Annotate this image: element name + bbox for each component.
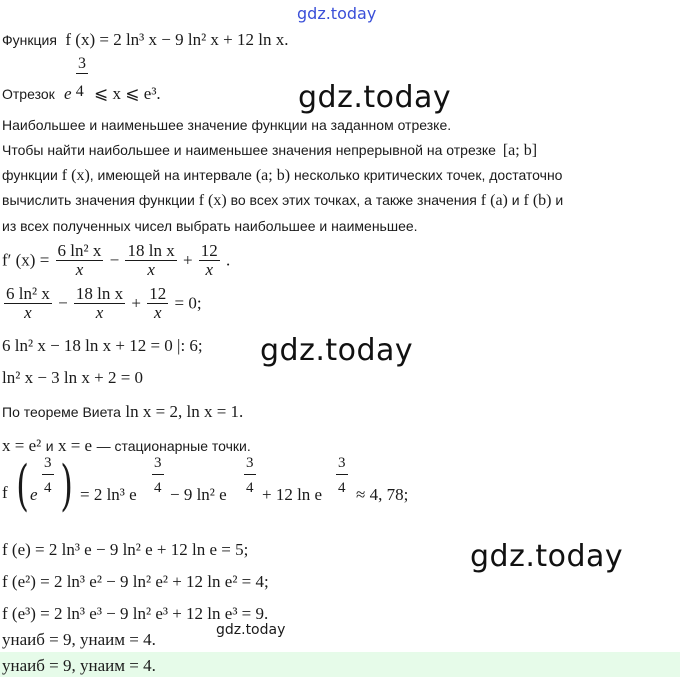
theory-2-fx: f (x) bbox=[61, 167, 90, 184]
theory-2-c: , имеющей на интервале bbox=[89, 167, 252, 183]
equation-end: = 0; bbox=[174, 293, 202, 313]
theory-line-3 bbox=[2, 192, 563, 210]
derivative-end: . bbox=[226, 250, 231, 270]
derivative-term-2 bbox=[125, 242, 176, 279]
segment-expression bbox=[64, 84, 161, 104]
f-e2-line: f (e²) = 2 ln³ e² − 9 ln² e² + 12 ln e² = 4; bbox=[2, 572, 269, 591]
derivative-term-1-den: x bbox=[75, 260, 84, 279]
equation-term-2-den: x bbox=[95, 303, 104, 322]
f-e34-term-3-num: 3 bbox=[338, 455, 346, 471]
theory-3-and-2: и bbox=[555, 192, 564, 208]
theory-2-interval: (a; b) bbox=[255, 167, 291, 184]
theory-2-e: несколько критических точек, достаточно bbox=[293, 167, 563, 183]
theory-line-4: из всех полученных чисел выбрать наибольшее и наименьшее. bbox=[2, 218, 418, 234]
segment-exp-num: 3 bbox=[78, 55, 86, 72]
f-e34-open-paren: ( bbox=[16, 454, 29, 517]
equation-divided-line: 6 ln² x − 18 ln x + 12 = 0 |: 6; bbox=[2, 336, 203, 355]
segment-exp-den: 4 bbox=[75, 83, 84, 100]
theory-1-interval: [a; b] bbox=[502, 142, 538, 159]
result-line-1: yнаиб = 9, yнаим = 4. bbox=[2, 630, 156, 649]
segment-rest: ⩽ x ⩽ e³. bbox=[94, 84, 161, 103]
equation-minus: − bbox=[58, 293, 68, 313]
segment-exponent bbox=[64, 56, 88, 74]
segment-base: e bbox=[64, 84, 72, 103]
f-e34-arg-base: e bbox=[30, 485, 38, 504]
equation-term-1 bbox=[4, 285, 52, 322]
f-e34-close-paren: ) bbox=[60, 454, 73, 517]
f-e34-arg-den: 4 bbox=[44, 480, 52, 496]
watermark-big-2: gdz.today bbox=[260, 333, 414, 368]
equation-term-3 bbox=[147, 285, 168, 322]
derivative-term-3-num: 12 bbox=[200, 241, 218, 260]
equation-term-1-den: x bbox=[24, 303, 32, 322]
theory-line-1 bbox=[2, 142, 537, 160]
f-e34-result: ≈ 4, 78; bbox=[356, 485, 409, 504]
result-line-2: yнаиб = 9, yнаим = 4. bbox=[2, 656, 156, 675]
f-e34-term-1-num: 3 bbox=[154, 455, 162, 471]
f-e34-term-1: = 2 ln³ e bbox=[80, 485, 137, 504]
derivative-line bbox=[2, 242, 230, 279]
theory-2-a: функции bbox=[2, 167, 58, 183]
watermark-big-3: gdz.today bbox=[470, 539, 624, 574]
f-e-line: f (e) = 2 ln³ e − 9 ln² e + 12 ln e = 5; bbox=[2, 540, 249, 559]
stationary-and: и bbox=[45, 438, 54, 454]
stationary-line bbox=[2, 436, 251, 456]
f-e34-term-3-den: 4 bbox=[338, 480, 346, 496]
vieta-line bbox=[2, 402, 243, 422]
derivative-term-3-den: x bbox=[205, 260, 214, 279]
function-label: Функция bbox=[2, 32, 57, 48]
theory-3-fa: f (a) bbox=[480, 192, 508, 209]
f-e34-term-1-den: 4 bbox=[154, 480, 162, 496]
derivative-term-1-num: 6 ln² x bbox=[57, 241, 102, 260]
equation-term-3-den: x bbox=[153, 303, 162, 322]
derivative-term-3 bbox=[199, 242, 220, 279]
task-line: Наибольшее и наименьшее значение функции на заданном отрезке. bbox=[2, 117, 452, 133]
watermark-big-1: gdz.today bbox=[298, 80, 452, 115]
function-line bbox=[2, 30, 288, 50]
f-e34-f: f bbox=[2, 483, 8, 502]
derivative-plus: + bbox=[182, 250, 193, 270]
f-e34-term-3: + 12 ln e bbox=[262, 485, 323, 504]
theory-1-text: Чтобы найти наибольшее и наименьшее значения непрерывной на отрезке bbox=[2, 142, 496, 158]
theory-3-c: во всех этих точках, а также значения bbox=[230, 192, 477, 208]
watermark-top: gdz.today bbox=[297, 4, 377, 23]
function-expression: f (x) = 2 ln³ x − 9 ln² x + 12 ln x. bbox=[65, 30, 289, 49]
stationary-x2: x = e bbox=[57, 436, 93, 455]
equation-line bbox=[2, 285, 202, 322]
watermark-small-bottom: gdz.today bbox=[216, 622, 286, 638]
f-e34-arg-num: 3 bbox=[44, 455, 52, 471]
f-e34-term-2-bar bbox=[244, 474, 256, 475]
quadratic-line: ln² x − 3 ln x + 2 = 0 bbox=[2, 368, 144, 387]
derivative-minus: − bbox=[109, 250, 120, 270]
vieta-text: По теореме Виета bbox=[2, 404, 121, 420]
f-e34-arg-bar bbox=[42, 474, 54, 475]
theory-3-fx: f (x) bbox=[198, 192, 227, 209]
f-e34-term-1-bar bbox=[152, 474, 164, 475]
f-e34-term-2: − 9 ln² e bbox=[170, 485, 227, 504]
f-e34-arg bbox=[30, 485, 38, 505]
theory-3-fb: f (b) bbox=[523, 192, 552, 209]
stationary-text: — стационарные точки. bbox=[96, 438, 251, 454]
derivative-term-2-den: x bbox=[147, 260, 155, 279]
equation-term-3-num: 12 bbox=[149, 284, 167, 303]
derivative-lhs: f′ (x) = bbox=[2, 250, 50, 270]
theory-line-2 bbox=[2, 167, 562, 185]
f-e34-term-2-num: 3 bbox=[246, 455, 254, 471]
segment-exp-bar bbox=[76, 73, 88, 74]
derivative-term-1 bbox=[56, 242, 104, 279]
f-e3-line: f (e³) = 2 ln³ e³ − 9 ln² e³ + 12 ln e³ = 9. bbox=[2, 604, 269, 623]
f-e34-term-3-bar bbox=[336, 474, 348, 475]
stationary-x1: x = e² bbox=[2, 436, 42, 455]
equation-term-2 bbox=[74, 285, 125, 322]
segment-line bbox=[2, 56, 55, 102]
f-e34-line bbox=[2, 455, 432, 527]
segment-label: Отрезок bbox=[2, 86, 55, 102]
vieta-expression: ln x = 2, ln x = 1. bbox=[125, 402, 244, 421]
theory-3-a: вычислить значения функции bbox=[2, 192, 195, 208]
f-e34-term-2-den: 4 bbox=[246, 480, 254, 496]
equation-term-1-num: 6 ln² x bbox=[6, 284, 50, 303]
equation-plus: + bbox=[131, 293, 141, 313]
equation-term-2-num: 18 ln x bbox=[75, 284, 124, 303]
theory-3-and: и bbox=[511, 192, 520, 208]
derivative-term-2-num: 18 ln x bbox=[127, 241, 175, 260]
